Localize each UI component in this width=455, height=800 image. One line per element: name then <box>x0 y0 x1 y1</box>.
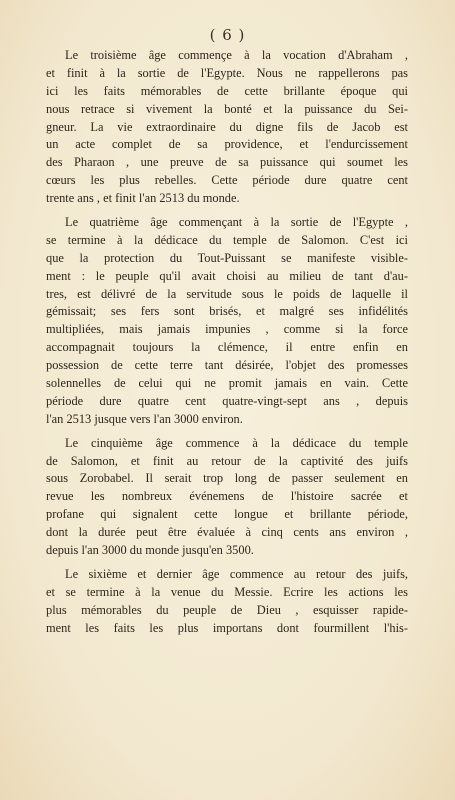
text-line: Le sixième et dernier âge commence au retour des juifs, <box>65 566 408 581</box>
text-line: ment : le peuple qu'il avait choisi au milieu de tant d'au- <box>46 268 408 283</box>
text-line: possession de cette terre tant désirée, l'objet des promesses <box>46 358 408 373</box>
text-line: accompagnait toujours la clémence, il entre enfin en <box>46 340 408 355</box>
text-line: cœurs les plus rebelles. Cette période dure quatre cent <box>46 173 408 188</box>
text-line: revue les nombreux événemens de l'histoire sacrée et <box>46 489 408 504</box>
text-line: trente ans , et finit l'an 2513 du monde. <box>46 191 240 206</box>
text-line: profane qui signalent cette longue et brillante période, <box>46 507 408 522</box>
text-line: l'an 2513 jusque vers l'an 3000 environ. <box>46 411 243 426</box>
text-line: plus mémorables du peuple de Dieu , esquisser rapide- <box>46 602 408 617</box>
text-line: et finit à la sortie de l'Egypte. Nous ne rappellerons pas <box>46 65 408 80</box>
text-line: Le cinquième âge commence à la dédicace du temple <box>65 435 408 450</box>
text-line: se termine à la dédicace du temple de Salomon. C'est ici <box>46 232 408 247</box>
text-line: et se termine à la venue du Messie. Ecrire les actions les <box>46 584 408 599</box>
paragraph <box>46 566 408 638</box>
text-line: gneur. La vie extraordinaire du digne fils de Jacob est <box>46 119 408 134</box>
page-number: ( 6 ) <box>209 26 246 44</box>
text-line: des Pharaon , une preuve de sa puissance qui soumet les <box>46 155 408 170</box>
text-line: depuis l'an 3000 du monde jusqu'en 3500. <box>46 543 254 558</box>
text-line: un acte complet de sa providence, et l'endurcissement <box>46 137 408 152</box>
text-line: nous retrace si vivement la bonté et la puissance du Sei- <box>46 101 408 116</box>
text-line: dont la durée peut être évaluée à cinq cents ans environ , <box>46 525 408 540</box>
text-line: Le troisième âge commençe à la vocation d'Abraham , <box>65 48 408 62</box>
text-line: gémissait; ses fers sont brisés, et malgré ses infidélités <box>46 304 408 319</box>
paragraph <box>46 47 408 208</box>
text-line: solennelles de celui qui ne promit jamais en vain. Cette <box>46 376 408 391</box>
text-line: de Salomon, et finit au retour de la captivité des juifs <box>46 453 408 468</box>
text-line: multipliées, mais jamais impunies , comme si la force <box>46 322 408 337</box>
paragraph <box>46 214 408 429</box>
body-text <box>46 47 408 644</box>
text-line: sous Zorobabel. Il serait trop long de passer seulement en <box>46 471 408 486</box>
text-line: Le quatrième âge commençant à la sortie de l'Egypte , <box>65 215 408 230</box>
paragraph <box>46 435 408 560</box>
text-line: période dure quatre cent quatre-vingt-sept ans , depuis <box>46 393 408 408</box>
text-line: ici les faits mémorables de cette brillante époque qui <box>46 83 408 98</box>
text-line: que la protection du Tout-Puissant se manifeste visible- <box>46 250 408 265</box>
text-line: tres, est délivré de la servitude sous le poids de laquelle il <box>46 286 408 301</box>
text-line: ment les faits les plus importans dont fourmillent l'his- <box>46 620 408 635</box>
